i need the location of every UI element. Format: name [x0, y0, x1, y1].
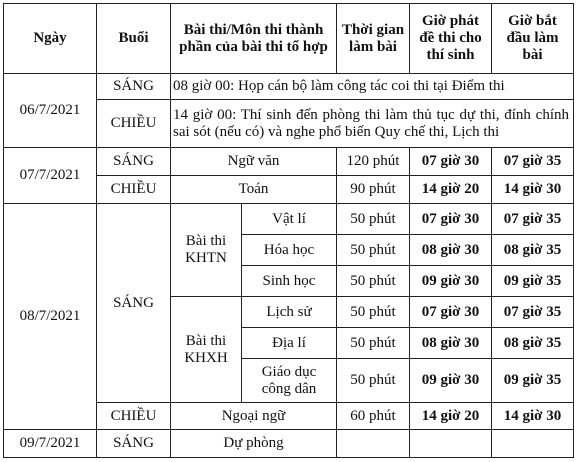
note-cell: 14 giờ 00: Thí sinh đến phòng thi làm thủ tục dự thi, đính chính sai sót (nếu có) và nghe phổ biến Quy chế thi, Lịch thi [171, 100, 574, 148]
date-cell: 06/7/2021 [4, 74, 97, 148]
date-cell: 09/7/2021 [4, 430, 97, 458]
subject-cell: Lịch sử [242, 297, 337, 328]
table-row [4, 430, 574, 458]
subject-cell: Toán [171, 176, 337, 204]
header-start-time: Giờ bắt đầu làm bài [492, 4, 574, 74]
paper-time-cell: 08 giờ 30 [410, 235, 492, 266]
paper-time-cell: 07 giờ 30 [410, 297, 492, 328]
exam-schedule-table [3, 3, 574, 458]
duration-cell: 50 phút [337, 328, 410, 359]
date-cell: 07/7/2021 [4, 148, 97, 204]
start-time-cell: 08 giờ 35 [492, 235, 574, 266]
table-row [4, 204, 574, 235]
header-duration: Thời gian làm bài [337, 4, 410, 74]
session-cell: CHIỀU [97, 403, 171, 430]
start-time-cell: 07 giờ 35 [492, 204, 574, 235]
paper-time-cell: 07 giờ 30 [410, 148, 492, 176]
start-time-cell: 08 giờ 35 [492, 328, 574, 359]
subject-cell: Ngoại ngữ [171, 403, 337, 430]
start-time-cell: 09 giờ 35 [492, 266, 574, 297]
table-row [4, 74, 574, 100]
paper-time-cell: 09 giờ 30 [410, 359, 492, 403]
duration-cell: 50 phút [337, 235, 410, 266]
duration-cell [337, 430, 410, 458]
group-cell-khtn: Bài thi KHTN [171, 204, 242, 297]
duration-cell: 60 phút [337, 403, 410, 430]
header-paper-time: Giờ phát đề thi cho thí sinh [410, 4, 492, 74]
subject-cell: Hóa học [242, 235, 337, 266]
table-row [4, 148, 574, 176]
session-cell: SÁNG [97, 204, 171, 403]
duration-cell: 50 phút [337, 297, 410, 328]
session-cell: SÁNG [97, 74, 171, 100]
duration-cell: 50 phút [337, 204, 410, 235]
paper-time-cell: 09 giờ 30 [410, 266, 492, 297]
note-cell: 08 giờ 00: Họp cán bộ làm công tác coi thi tại Điểm thi [171, 74, 574, 100]
duration-cell: 120 phút [337, 148, 410, 176]
start-time-cell: 09 giờ 35 [492, 359, 574, 403]
paper-time-cell [410, 430, 492, 458]
duration-cell: 50 phút [337, 266, 410, 297]
subject-cell: Vật lí [242, 204, 337, 235]
subject-cell: Dự phòng [171, 430, 337, 458]
duration-cell: 50 phút [337, 359, 410, 403]
duration-cell: 90 phút [337, 176, 410, 204]
subject-cell: Ngữ văn [171, 148, 337, 176]
session-cell: SÁNG [97, 148, 171, 176]
paper-time-cell: 08 giờ 30 [410, 328, 492, 359]
header-row [4, 4, 574, 74]
paper-time-cell: 14 giờ 20 [410, 403, 492, 430]
session-cell: SÁNG [97, 430, 171, 458]
header-subject: Bài thi/Môn thi thành phần của bài thi tổ hợp [171, 4, 337, 74]
subject-cell: Giáo dục công dân [242, 359, 337, 403]
start-time-cell: 07 giờ 35 [492, 148, 574, 176]
date-cell: 08/7/2021 [4, 204, 97, 430]
paper-time-cell: 14 giờ 20 [410, 176, 492, 204]
header-date: Ngày [4, 4, 97, 74]
start-time-cell: 14 giờ 30 [492, 403, 574, 430]
paper-time-cell: 07 giờ 30 [410, 204, 492, 235]
start-time-cell: 07 giờ 35 [492, 297, 574, 328]
header-session: Buổi [97, 4, 171, 74]
group-cell-khxh: Bài thi KHXH [171, 297, 242, 403]
subject-cell: Địa lí [242, 328, 337, 359]
session-cell: CHIỀU [97, 176, 171, 204]
start-time-cell: 14 giờ 30 [492, 176, 574, 204]
session-cell: CHIỀU [97, 100, 171, 148]
start-time-cell [492, 430, 574, 458]
subject-cell: Sinh học [242, 266, 337, 297]
